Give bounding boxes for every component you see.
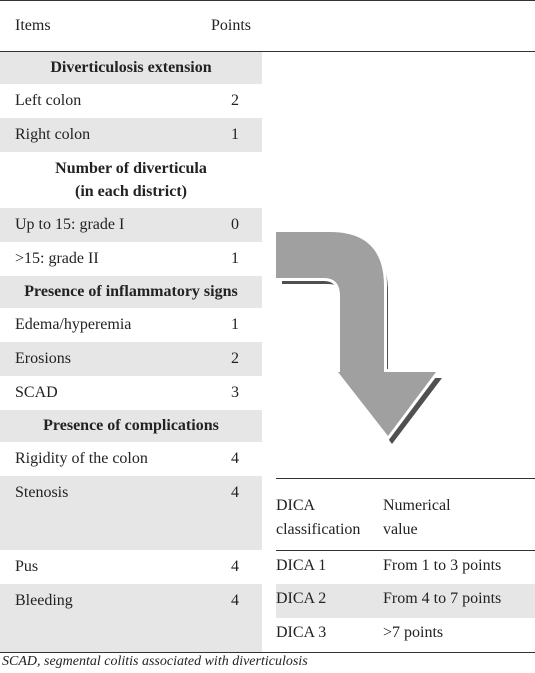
header-dica-line1: DICA [276,497,316,514]
table-row-empty [0,618,262,652]
table-row [0,208,262,242]
section-title-number: Number of diverticula (in each district) [55,160,207,200]
row-points: 4 [231,558,239,575]
section-title-extension: Diverticulosis extension [0,52,262,84]
row-dica: DICA 2 [276,590,327,607]
row-points: 4 [231,450,239,467]
header-points: Points [211,17,252,34]
row-item: Left colon [15,92,82,109]
table-row [0,584,262,618]
table-row [0,442,262,476]
row-points: 1 [231,126,239,143]
row-points: 0 [231,216,239,233]
section-title-complications: Presence of complications [0,410,262,442]
row-points: 4 [231,592,239,609]
table-row [0,84,262,118]
header-dica-line2: classification [276,521,361,538]
table-row [0,242,262,276]
row-points: 2 [231,350,239,367]
table-row [276,584,535,618]
table-row [0,476,262,550]
table-row [276,551,535,584]
row-item: Edema/hyperemia [15,316,132,333]
right-table-header [276,478,535,550]
footnote: SCAD, segmental colitis associated with diverticulosis [2,654,308,669]
header-items: Items [15,17,51,34]
row-value: >7 points [383,624,444,641]
row-item: >15: grade II [15,250,99,267]
row-points: 4 [231,484,239,501]
row-item: Erosions [15,350,71,367]
header-value-line2: value [383,521,418,538]
table-row [276,618,535,652]
header-value-line1: Numerical [383,497,451,514]
row-points: 3 [231,384,239,401]
row-item: SCAD [15,384,58,401]
row-item: Up to 15: grade I [15,216,125,233]
top-rule [0,0,535,1]
table-row [0,376,262,410]
curved-down-arrow-icon [270,222,450,450]
row-item: Bleeding [15,592,73,609]
bottom-rule [0,652,535,653]
row-item: Right colon [15,126,91,143]
row-dica: DICA 1 [276,557,327,574]
table-row [0,308,262,342]
row-item: Rigidity of the colon [15,450,148,467]
row-dica: DICA 3 [276,624,327,641]
row-value: From 1 to 3 points [383,557,502,574]
table-row [0,550,262,584]
row-item: Stenosis [15,484,69,501]
row-value: From 4 to 7 points [383,590,502,607]
table-row [0,118,262,152]
row-points: 1 [231,316,239,333]
row-item: Pus [15,558,39,575]
row-points: 2 [231,92,239,109]
row-points: 1 [231,250,239,267]
table-row [0,342,262,376]
section-title-inflammatory: Presence of inflammatory signs [0,276,262,308]
